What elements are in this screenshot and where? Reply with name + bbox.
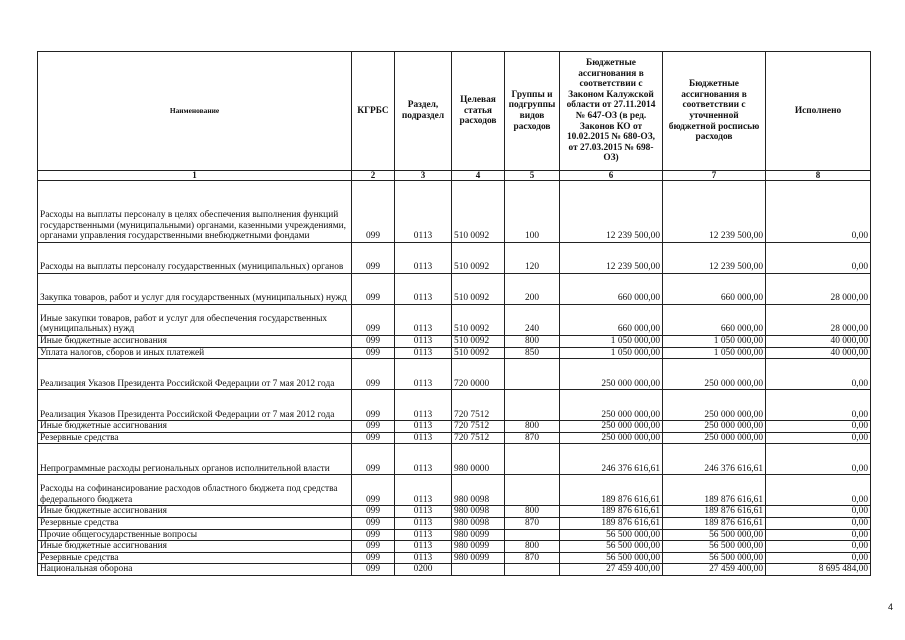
row-target: 720 7512 (452, 432, 505, 444)
row-target: 720 0000 (452, 359, 505, 390)
row-kgrbs: 099 (352, 517, 395, 529)
row-refined-amount: 250 000 000,00 (663, 432, 766, 444)
row-kgrbs: 099 (352, 444, 395, 475)
col-number: 1 (38, 171, 352, 181)
row-section: 0113 (395, 305, 452, 336)
row-kgrbs: 099 (352, 181, 395, 243)
row-section: 0200 (395, 564, 452, 576)
row-kgrbs: 099 (352, 541, 395, 553)
table-row (38, 305, 871, 336)
row-group (505, 359, 560, 390)
row-group (505, 475, 560, 506)
row-executed-amount: 0,00 (766, 475, 871, 506)
row-executed-amount: 28 000,00 (766, 274, 871, 305)
row-kgrbs: 099 (352, 359, 395, 390)
row-name: Расходы на софинансирование расходов областного бюджета под средства федерального бюджета (38, 475, 352, 506)
row-target: 980 0098 (452, 506, 505, 518)
row-name: Расходы на выплаты персоналу государственных (муниципальных) органов (38, 243, 352, 274)
row-name: Резервные средства (38, 552, 352, 564)
table-row (38, 181, 871, 243)
row-refined-amount: 12 239 500,00 (663, 181, 766, 243)
row-section: 0113 (395, 444, 452, 475)
row-target: 510 0092 (452, 243, 505, 274)
row-target (452, 564, 505, 576)
row-section: 0113 (395, 432, 452, 444)
row-group (505, 564, 560, 576)
table-row (38, 444, 871, 475)
row-kgrbs: 099 (352, 347, 395, 359)
row-group: 240 (505, 305, 560, 336)
row-refined-amount: 189 876 616,61 (663, 506, 766, 518)
row-law-amount: 1 050 000,00 (560, 347, 663, 359)
row-kgrbs: 099 (352, 243, 395, 274)
row-target: 980 0099 (452, 529, 505, 541)
row-name: Национальная оборона (38, 564, 352, 576)
row-kgrbs: 099 (352, 552, 395, 564)
row-target: 510 0092 (452, 347, 505, 359)
row-refined-amount: 12 239 500,00 (663, 243, 766, 274)
row-executed-amount: 40 000,00 (766, 347, 871, 359)
row-section: 0113 (395, 529, 452, 541)
row-target: 980 0098 (452, 475, 505, 506)
row-section: 0113 (395, 506, 452, 518)
header-law: Бюджетные ассигнования в соответствии с Законом Калужской области от 27.11.2014 № 647-ОЗ (в ред. Законов КО от 10.02.2015 № 680-ОЗ, от 27.03.2015 № 698-ОЗ) (560, 52, 663, 171)
table-row (38, 432, 871, 444)
row-law-amount: 1 050 000,00 (560, 336, 663, 348)
row-law-amount: 250 000 000,00 (560, 359, 663, 390)
row-law-amount: 246 376 616,61 (560, 444, 663, 475)
row-target: 510 0092 (452, 274, 505, 305)
col-number: 5 (505, 171, 560, 181)
col-number: 4 (452, 171, 505, 181)
row-group: 800 (505, 541, 560, 553)
table-row (38, 274, 871, 305)
row-section: 0113 (395, 541, 452, 553)
row-executed-amount: 0,00 (766, 421, 871, 433)
row-name: Закупка товаров, работ и услуг для государственных (муниципальных) нужд (38, 274, 352, 305)
row-executed-amount: 0,00 (766, 529, 871, 541)
row-group (505, 444, 560, 475)
row-group: 870 (505, 517, 560, 529)
row-name: Резервные средства (38, 432, 352, 444)
row-refined-amount: 246 376 616,61 (663, 444, 766, 475)
row-law-amount: 250 000 000,00 (560, 421, 663, 433)
row-executed-amount: 28 000,00 (766, 305, 871, 336)
row-law-amount: 56 500 000,00 (560, 552, 663, 564)
column-number-row (38, 171, 871, 181)
table-row (38, 243, 871, 274)
row-group: 120 (505, 243, 560, 274)
row-name: Иные закупки товаров, работ и услуг для обеспечения государственных (муниципальных) нужд (38, 305, 352, 336)
row-name: Иные бюджетные ассигнования (38, 506, 352, 518)
row-name: Реализация Указов Президента Российской Федерации от 7 мая 2012 года (38, 359, 352, 390)
row-kgrbs: 099 (352, 475, 395, 506)
row-law-amount: 12 239 500,00 (560, 181, 663, 243)
row-group: 200 (505, 274, 560, 305)
header-target: Целевая статья расходов (452, 52, 505, 171)
header-name: Наименование (38, 52, 352, 171)
row-section: 0113 (395, 243, 452, 274)
row-refined-amount: 56 500 000,00 (663, 552, 766, 564)
table-row (38, 564, 871, 576)
page-number: 4 (888, 602, 894, 612)
row-section: 0113 (395, 347, 452, 359)
row-group (505, 529, 560, 541)
row-refined-amount: 56 500 000,00 (663, 541, 766, 553)
row-refined-amount: 660 000,00 (663, 305, 766, 336)
row-law-amount: 56 500 000,00 (560, 541, 663, 553)
row-refined-amount: 189 876 616,61 (663, 475, 766, 506)
row-executed-amount: 0,00 (766, 243, 871, 274)
row-target: 980 0000 (452, 444, 505, 475)
row-executed-amount: 0,00 (766, 359, 871, 390)
row-executed-amount: 0,00 (766, 506, 871, 518)
row-kgrbs: 099 (352, 305, 395, 336)
table-row (38, 390, 871, 421)
row-group: 800 (505, 421, 560, 433)
row-executed-amount: 0,00 (766, 541, 871, 553)
row-refined-amount: 1 050 000,00 (663, 347, 766, 359)
row-executed-amount: 8 695 484,00 (766, 564, 871, 576)
row-name: Иные бюджетные ассигнования (38, 336, 352, 348)
header-kgrbs: КГРБС (352, 52, 395, 171)
row-section: 0113 (395, 421, 452, 433)
row-kgrbs: 099 (352, 421, 395, 433)
row-group: 870 (505, 552, 560, 564)
row-section: 0113 (395, 552, 452, 564)
row-refined-amount: 660 000,00 (663, 274, 766, 305)
row-group: 100 (505, 181, 560, 243)
row-target: 720 7512 (452, 390, 505, 421)
row-name: Уплата налогов, сборов и иных платежей (38, 347, 352, 359)
row-refined-amount: 1 050 000,00 (663, 336, 766, 348)
row-kgrbs: 099 (352, 564, 395, 576)
row-name: Реализация Указов Президента Российской Федерации от 7 мая 2012 года (38, 390, 352, 421)
col-number: 6 (560, 171, 663, 181)
header-executed: Исполнено (766, 52, 871, 171)
row-refined-amount: 250 000 000,00 (663, 359, 766, 390)
row-executed-amount: 0,00 (766, 432, 871, 444)
row-law-amount: 189 876 616,61 (560, 506, 663, 518)
col-number: 2 (352, 171, 395, 181)
row-kgrbs: 099 (352, 529, 395, 541)
row-name: Иные бюджетные ассигнования (38, 541, 352, 553)
row-kgrbs: 099 (352, 390, 395, 421)
header-groups: Группы и подгруппы видов расходов (505, 52, 560, 171)
table-row (38, 347, 871, 359)
row-section: 0113 (395, 181, 452, 243)
table-row (38, 359, 871, 390)
row-law-amount: 250 000 000,00 (560, 390, 663, 421)
row-target: 980 0098 (452, 517, 505, 529)
table-row (38, 541, 871, 553)
row-section: 0113 (395, 274, 452, 305)
row-executed-amount: 0,00 (766, 552, 871, 564)
table-row (38, 552, 871, 564)
row-law-amount: 660 000,00 (560, 274, 663, 305)
col-number: 7 (663, 171, 766, 181)
row-executed-amount: 0,00 (766, 181, 871, 243)
row-law-amount: 56 500 000,00 (560, 529, 663, 541)
row-target: 980 0099 (452, 541, 505, 553)
row-law-amount: 12 239 500,00 (560, 243, 663, 274)
row-group (505, 390, 560, 421)
row-executed-amount: 0,00 (766, 517, 871, 529)
table-row (38, 336, 871, 348)
row-section: 0113 (395, 336, 452, 348)
table-row (38, 506, 871, 518)
table-row (38, 529, 871, 541)
row-kgrbs: 099 (352, 336, 395, 348)
row-law-amount: 189 876 616,61 (560, 517, 663, 529)
row-law-amount: 189 876 616,61 (560, 475, 663, 506)
row-law-amount: 250 000 000,00 (560, 432, 663, 444)
header-refined: Бюджетные ассигнования в соответствии с уточненной бюджетной росписью расходов (663, 52, 766, 171)
row-kgrbs: 099 (352, 274, 395, 305)
row-group: 870 (505, 432, 560, 444)
table-row (38, 421, 871, 433)
row-name: Расходы на выплаты персоналу в целях обеспечения выполнения функций государственными (муниципальными) органами, казенными учреждениями, органами управления государственными внебюджетными фондами (38, 181, 352, 243)
row-refined-amount: 250 000 000,00 (663, 390, 766, 421)
row-section: 0113 (395, 517, 452, 529)
row-target: 510 0092 (452, 181, 505, 243)
row-name: Резервные средства (38, 517, 352, 529)
row-target: 510 0092 (452, 305, 505, 336)
row-group: 850 (505, 347, 560, 359)
row-law-amount: 660 000,00 (560, 305, 663, 336)
budget-table (37, 51, 871, 576)
row-target: 510 0092 (452, 336, 505, 348)
row-executed-amount: 0,00 (766, 390, 871, 421)
row-section: 0113 (395, 390, 452, 421)
row-refined-amount: 27 459 400,00 (663, 564, 766, 576)
row-target: 720 7512 (452, 421, 505, 433)
row-target: 980 0099 (452, 552, 505, 564)
row-group: 800 (505, 336, 560, 348)
row-refined-amount: 250 000 000,00 (663, 421, 766, 433)
row-kgrbs: 099 (352, 432, 395, 444)
row-name: Прочие общегосударственные вопросы (38, 529, 352, 541)
row-section: 0113 (395, 359, 452, 390)
row-executed-amount: 40 000,00 (766, 336, 871, 348)
header-row (38, 52, 871, 171)
col-number: 8 (766, 171, 871, 181)
col-number: 3 (395, 171, 452, 181)
table-row (38, 475, 871, 506)
row-law-amount: 27 459 400,00 (560, 564, 663, 576)
table-row (38, 517, 871, 529)
row-refined-amount: 189 876 616,61 (663, 517, 766, 529)
row-name: Непрограммные расходы региональных органов исполнительной власти (38, 444, 352, 475)
row-executed-amount: 0,00 (766, 444, 871, 475)
row-group: 800 (505, 506, 560, 518)
row-name: Иные бюджетные ассигнования (38, 421, 352, 433)
row-kgrbs: 099 (352, 506, 395, 518)
row-section: 0113 (395, 475, 452, 506)
row-refined-amount: 56 500 000,00 (663, 529, 766, 541)
header-section: Раздел, подраздел (395, 52, 452, 171)
